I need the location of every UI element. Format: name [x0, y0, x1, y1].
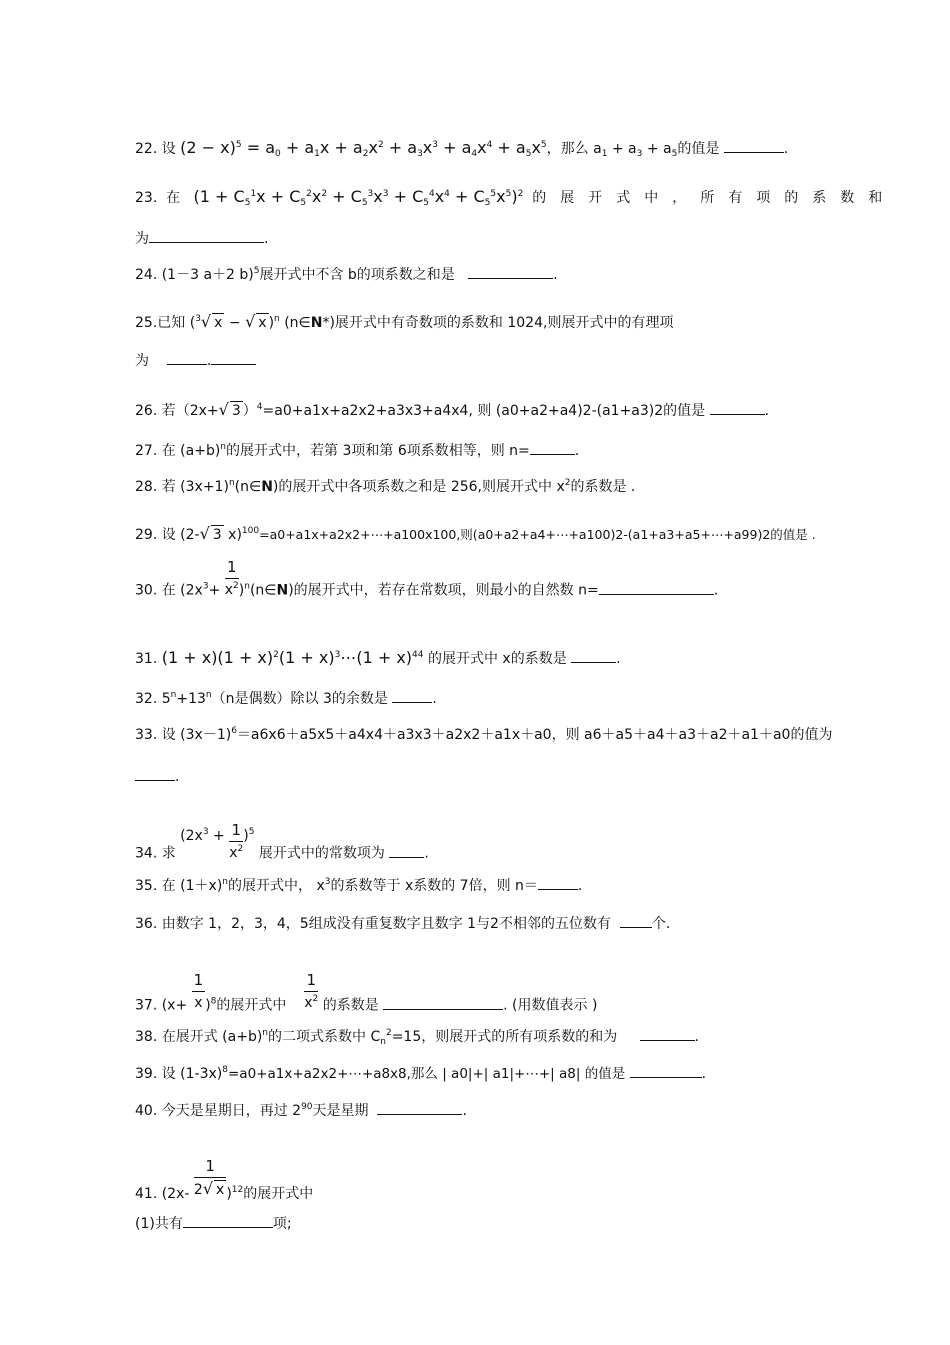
- answer-blank[interactable]: [389, 843, 424, 858]
- answer-blank[interactable]: [599, 580, 714, 595]
- question-35: 35. 在 $(1+x)^n$的展开式中， $x^3$的系数等于 x系数的 7倍，则 n＝ .: [135, 877, 583, 894]
- radical-icon: √: [199, 524, 210, 543]
- q22-expr: $(2 - x)^5 = a_0 + a_1x + a_2x^2 + a_3x^3 + a_4x^4 + a_5x^5$: [180, 138, 547, 159]
- question-37: 37. (x+ $\frac{1}{x}$ )$^8$的展开式中 $\frac{1}{x^2}$ 的系数是 . (用数值表示 ): [135, 971, 598, 1014]
- question-40: 40. 今天是星期日，再过 $2^{90}$天是星期 .: [135, 1102, 467, 1119]
- answer-blank[interactable]: [530, 440, 575, 455]
- q23-expr: $(1 + C_5^1x + C_5^2x^2 + C_5^3x^3 + C_5^4x^4 + C_5^5x^5)^2$: [193, 187, 524, 208]
- answer-blank[interactable]: [538, 875, 578, 890]
- fraction: $\frac{1}{2√ x}$: [193, 1157, 225, 1198]
- question-41: 41. (2x- $\frac{1}{2√ x}$ )$^{12}$的展开式中: [135, 1157, 314, 1202]
- answer-blank[interactable]: [640, 1026, 695, 1041]
- answer-blank[interactable]: [724, 138, 784, 153]
- q34-expr: ($2x^3$ + $\frac{1}{x^2}$ )$^5$: [180, 821, 255, 861]
- question-25: 25.已知 ($^3$√ x − √ x )$^n$ (n∈N*)展开式中有奇数项的系数和 1024,则展开式中的有理项: [135, 312, 674, 331]
- answer-blank[interactable]: [630, 1063, 702, 1078]
- radical-icon: √: [245, 312, 256, 331]
- question-23-line2: 为 .: [135, 228, 268, 248]
- question-26: 26. 若（2x+√ 3 ）$^4$=a0+a1x+a2x2+a3x3+a4x4, 则 (a0+a2+a4)2-(a1+a3)2的值是 .: [135, 400, 770, 419]
- fraction: $\frac{1}{x}$: [193, 971, 204, 1011]
- fraction: $\frac{1}{x^2}$: [229, 821, 244, 861]
- answer-blank[interactable]: [167, 350, 207, 365]
- radical-icon: √: [202, 1179, 214, 1198]
- question-30: 30. 在 ($2x^3+$ $\frac{1}{x^2}$ )$^n$(n∈N)的展开式中，若存在常数项，则最小的自然数 n= .: [135, 558, 719, 599]
- radical-icon: √: [218, 400, 229, 419]
- fraction: $\frac{1}{x^2}$: [224, 558, 239, 598]
- answer-blank[interactable]: [183, 1213, 273, 1228]
- radical-icon: √: [200, 312, 212, 331]
- question-24: 24. (1－3 a＋2 b)$^5$展开式中不含 b的项系数之和是 .: [135, 266, 558, 283]
- question-41-part1: (1)共有 项;: [135, 1213, 292, 1233]
- answer-blank[interactable]: [135, 766, 175, 781]
- q31-expr: $(1 + x)(1 + x)^2(1$ + $x)^3\cdots(1 + x)^{44}$: [161, 648, 424, 667]
- answer-blank[interactable]: [571, 648, 616, 663]
- question-23: 23. 在 $(1 + C_5^1x + C_5^2x^2 + C_5^3x^3 + C_5^4x^4 + C_5^5x^5)^2$ 的展开式中，所有项的系数和: [135, 187, 897, 208]
- question-32: 32. $5^n+13^n(n$是偶数）除以 3的余数是 .: [135, 690, 437, 707]
- question-28: 28. 若 $(3x+1)^n(n\in N)$的展开式中各项系数之和是 256,则展开式中 $x^2$的系数是 .: [135, 478, 636, 495]
- question-25-line2: 为 .: [135, 350, 256, 370]
- answer-blank[interactable]: [710, 400, 765, 415]
- question-31: 31. $(1 + x)(1 + x)^2(1$ + $x)^3\cdots(1 + x)^{44}$ 的展开式中 x的系数是 .: [135, 648, 621, 667]
- question-34: 34. 求 ($2x^3$ + $\frac{1}{x^2}$ )$^5$ 展开式中的常数项为 .: [135, 821, 429, 862]
- answer-blank[interactable]: [392, 688, 432, 703]
- answer-blank[interactable]: [383, 995, 503, 1010]
- answer-blank[interactable]: [377, 1100, 462, 1115]
- question-29: 29. 设 (2-√ 3 x)$^{100}$=a0+a1x+a2x2+⋯+a100x100,则(a0+a2+a4+⋯+a100)2-(a1+a3+a5+⋯+a99)2的值是 .: [135, 524, 816, 543]
- question-27: 27. 在 $(a+b)^n$的展开式中，若第 3项和第 6项系数相等，则 n= .: [135, 442, 580, 459]
- fraction: $\frac{1}{x^2}$: [304, 971, 319, 1011]
- answer-blank[interactable]: [468, 264, 553, 279]
- question-33-line2: .: [135, 766, 179, 786]
- answer-blank[interactable]: [149, 228, 264, 243]
- question-38: 38. 在展开式 $(a+b)^n$的二项式系数中 $C_n^2=15$，则展开式的所有项系数的和为 .: [135, 1028, 699, 1047]
- question-33: 33. 设 $(3x-1)^6=a6x6+a5x5+a4x4+a3x3+a2x2+a1x+a0$，则 a6＋a5＋a4＋a3＋a2＋a1＋a0的值为: [135, 726, 833, 743]
- answer-blank[interactable]: [620, 913, 652, 928]
- question-22: 22. 设 $(2 - x)^5 = a_0 + a_1x + a_2x^2 + a_3x^3 + a_4x^4 + a_5x^5$，那么 $a_1 + a_3 + a_5$的值是 .: [135, 138, 789, 159]
- question-36: 36. 由数字 1，2，3，4，5组成没有重复数字且数字 1与2不相邻的五位数有 个.: [135, 913, 670, 933]
- question-39: 39. 设 $(1-3x)^8=a0+a1x+a2x2+\cdots+a8x8$,那么 | a0|+| a1|+⋯+| a8| 的值是 .: [135, 1065, 707, 1082]
